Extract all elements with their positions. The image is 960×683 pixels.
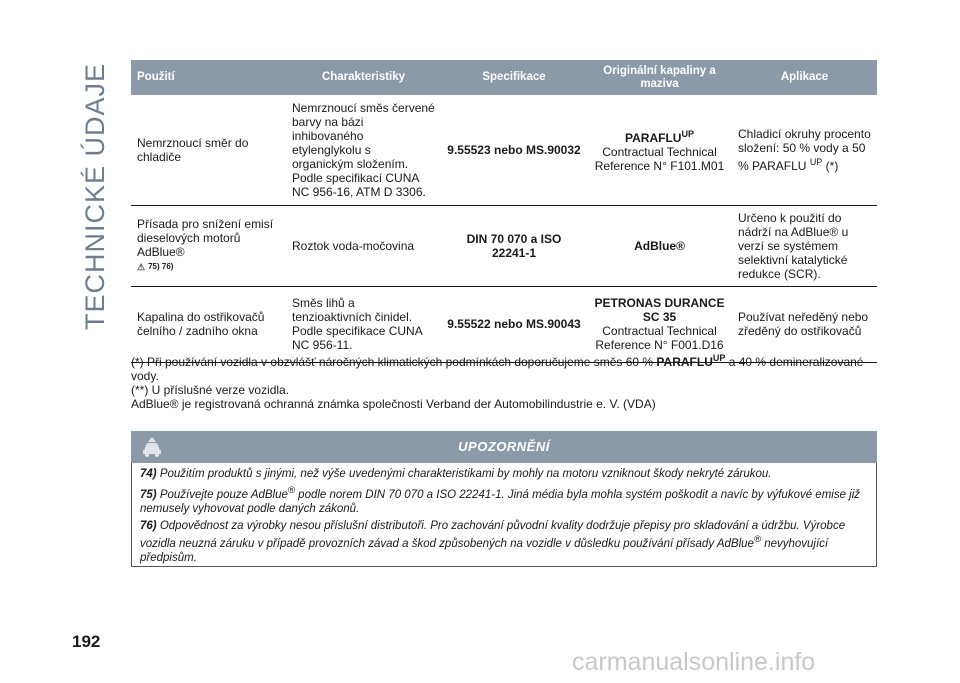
warning-triangle-icon: ⚠ — [137, 262, 146, 272]
header-characteristics: Charakteristiky — [286, 60, 441, 95]
table-header-row — [131, 60, 877, 95]
footnote-1-tail: a 40 % demineralizované vody. — [131, 355, 864, 383]
warning-item-tail: nevyhovující předpisům. — [140, 537, 829, 564]
footnote-1-superscript: UP — [712, 353, 726, 363]
brand-name: PARAFLU — [625, 130, 682, 145]
header-use: Použití — [131, 60, 286, 95]
warning-header — [131, 431, 877, 463]
cell-specification: 9.55522 nebo MS.90043 — [441, 286, 587, 362]
cell-use — [131, 205, 286, 286]
warning-item-number: 74) — [140, 468, 157, 480]
warning-references — [137, 260, 173, 274]
header-application: Aplikace — [732, 60, 877, 95]
reference-line-1: Contractual Technical — [602, 144, 717, 159]
section-title-text: TECHNICKÉ ÚDAJE — [80, 62, 110, 330]
cell-application: Určeno k použití do nádrží na AdBlue® u verzí se systémem selektivní katalytické redukce (SCR). — [732, 205, 877, 286]
cell-use: Kapalina do ostřikovačů čelního / zadního okna — [131, 286, 286, 362]
reference-line-1: Contractual Technical — [602, 324, 717, 338]
table-row — [131, 205, 877, 286]
warning-item-text: Odpovědnost za výrobky nesou příslušní distributoři. Pro zachování původní kvality dodržuje přepisy pro skladování a údržbu. Výrobce vozidla neuzná záruku v případě provozních závad a škod způsobených na vozidle v důsledku používání přísady AdBlue — [140, 519, 846, 550]
watermark: carmanualsonline.info — [572, 648, 816, 676]
warning-item-text: Použitím produktů s jinými, než výše uvedenými charakteristikami by mohly na motoru vzniknout škody nekryté zárukou. — [159, 468, 772, 480]
reference-line-2: Reference N° F001.D16 — [595, 338, 724, 352]
footnote-1-text: (*) Při používání vozidla v obzvlášť náročných klimatických podmínkách doporučujeme směs 60 % — [131, 355, 654, 369]
brand-name: AdBlue® — [634, 238, 685, 253]
header-specification: Specifikace — [441, 60, 587, 95]
application-note-mark: (*) — [825, 158, 839, 173]
cell-application: Používat neředěný nebo zředěný do ostřikovačů — [732, 286, 877, 362]
warning-item-superscript: ® — [753, 533, 761, 545]
footnote-1-brand: PARAFLU — [656, 355, 713, 369]
warning-item-superscript: ® — [287, 485, 295, 496]
section-side-title — [80, 40, 120, 340]
footnote-3: AdBlue® je registrovaná ochranná známka společnosti Verband der Automobilindustrie e. V. (VDA) — [131, 397, 656, 411]
application-text: Chladicí okruhy procento složení: 50 % vody a 50 % PARAFLU — [738, 126, 871, 173]
page-number: 192 — [72, 632, 101, 651]
warning-item-tail: podle norem DIN 70 070 a ISO 22241-1. Jiná média byla mohla systém poškodit a navíc by výfukové emise již nemusely vyhovovat podle daných zákonů. — [140, 488, 861, 515]
reference-line-2: Reference N° F101.M01 — [594, 158, 725, 173]
use-text: Přísada pro snížení emisí dieselových motorů AdBlue® — [137, 217, 274, 259]
warning-body — [131, 463, 877, 567]
cell-original-fluid — [587, 205, 732, 286]
cell-specification: DIN 70 070 a ISO 22241-1 — [441, 205, 587, 286]
reference-numbers: 75) 76) — [148, 262, 174, 271]
cell-original-fluid — [587, 95, 732, 205]
header-original-fluids: Originální kapaliny a maziva — [587, 60, 732, 95]
warning-item-number: 76) — [140, 519, 157, 532]
application-superscript: UP — [809, 156, 823, 167]
warning-item — [140, 519, 868, 565]
cell-characteristics: Směs lihů a tenzioaktivních činidel. Podle specifikace CUNA NC 956-11. — [286, 286, 441, 362]
warning-title: UPOZORNĚNÍ — [458, 439, 550, 454]
footnote-1 — [131, 351, 877, 383]
warning-box — [131, 431, 877, 568]
cell-characteristics: Roztok voda-močovina — [286, 205, 441, 286]
table-row — [131, 95, 877, 205]
footnote-2: (**) U příslušné verze vozidla. — [131, 383, 290, 397]
brand-superscript: UP — [681, 128, 694, 139]
table-footnotes — [131, 351, 877, 411]
cell-specification: 9.55523 nebo MS.90032 — [441, 95, 587, 205]
cell-use: Nemrznoucí směr do chladiče — [131, 95, 286, 205]
warning-item — [140, 484, 868, 516]
warning-item — [140, 467, 868, 481]
warning-item-number: 75) — [140, 488, 157, 501]
cell-application — [732, 95, 877, 205]
fluids-spec-table — [131, 60, 877, 363]
cell-characteristics: Nemrznoucí směs červené barvy na bázi inhibovaného etylenglykolu s organickým složením. Podle specifikací CUNA NC 956-16, ATM D 3306. — [286, 95, 441, 205]
brand-name: PETRONAS DURANCE SC 35 — [594, 296, 725, 324]
warning-item-text: Používejte pouze AdBlue — [159, 488, 288, 501]
